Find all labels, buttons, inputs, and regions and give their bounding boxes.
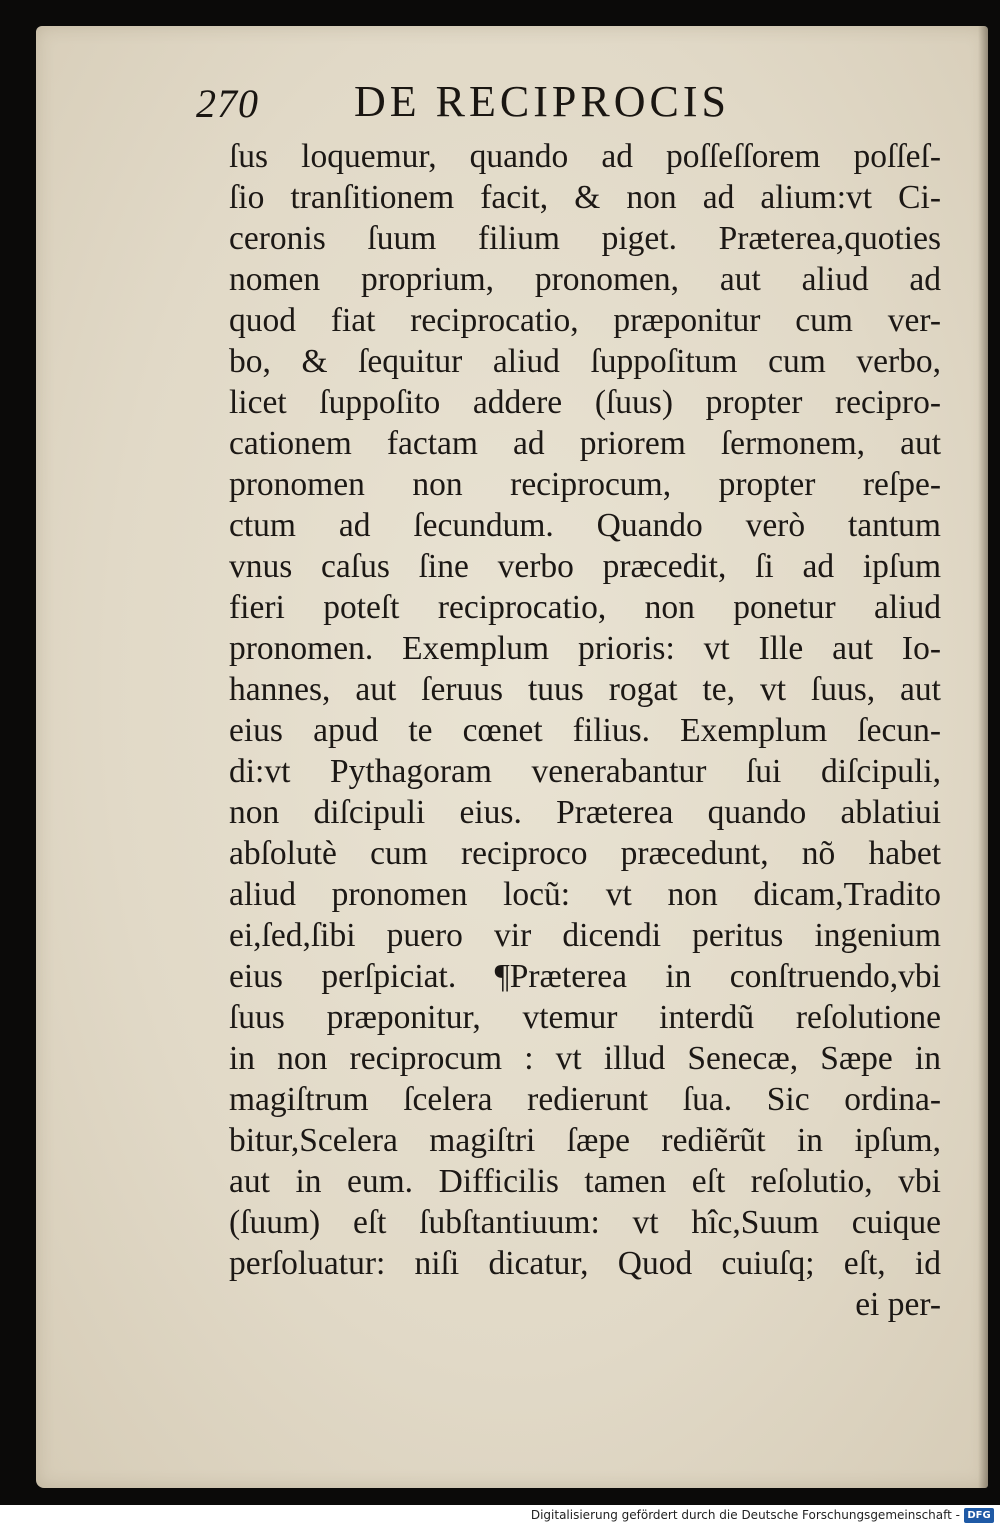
body-text bbox=[229, 136, 941, 1325]
text-line: ſuus præponitur, vtemur interdũ reſolutione bbox=[229, 999, 941, 1036]
text-line: (ſuum) eſt ſubſtantiuum: vt hîc,Suum cuique bbox=[229, 1204, 941, 1241]
dfg-logo: DFG bbox=[964, 1508, 994, 1523]
text-line: bitur,Scelera magiſtri ſæpe rediẽrũt in ipſum, bbox=[229, 1122, 941, 1159]
text-line: nomen proprium, pronomen, aut aliud ad bbox=[229, 261, 941, 298]
text-line: abſolutè cum reciproco præcedunt, nõ habet bbox=[229, 835, 941, 872]
text-line: perſoluatur: niſi dicatur, Quod cuiuſq; eſt, id bbox=[229, 1245, 941, 1282]
text-line: quod fiat reciprocatio, præponitur cum ver- bbox=[229, 302, 941, 339]
text-line: pronomen. Exemplum prioris: vt Ille aut Io- bbox=[229, 630, 941, 667]
page-edge-shadow bbox=[978, 26, 988, 1488]
page-number: 270 bbox=[196, 81, 259, 126]
text-line: non diſcipuli eius. Præterea quando ablatiui bbox=[229, 794, 941, 831]
text-line: hannes, aut ſeruus tuus rogat te, vt ſuus, aut bbox=[229, 671, 941, 708]
text-line: ceronis ſuum filium piget. Præterea,quoties bbox=[229, 220, 941, 257]
text-line: bo, & ſequitur aliud ſuppoſitum cum verbo, bbox=[229, 343, 941, 380]
text-line: di:vt Pythagoram venerabantur ſui diſcipuli, bbox=[229, 753, 941, 790]
text-line: aliud pronomen locũ: vt non dicam,Tradito bbox=[229, 876, 941, 913]
text-line: vnus caſus ſine verbo præcedit, ſi ad ipſum bbox=[229, 548, 941, 585]
running-title: DE RECIPROCIS bbox=[354, 77, 730, 126]
text-line: fieri poteſt reciprocatio, non ponetur aliud bbox=[229, 589, 941, 626]
running-head bbox=[196, 74, 936, 130]
text-line: in non reciprocum : vt illud Senecæ, Sæpe in bbox=[229, 1040, 941, 1077]
text-line: cationem factam ad priorem ſermonem, aut bbox=[229, 425, 941, 462]
text-line: ctum ad ſecundum. Quando verò tantum bbox=[229, 507, 941, 544]
text-line: eius perſpiciat. ¶Præterea in conſtruendo,vbi bbox=[229, 958, 941, 995]
text-line: ei per- bbox=[855, 1286, 941, 1323]
footer-bar bbox=[0, 1505, 1000, 1527]
funding-credit: Digitalisierung gefördert durch die Deutsche Forschungsgemeinschaft - bbox=[530, 1508, 960, 1522]
text-line: pronomen non reciprocum, propter reſpe- bbox=[229, 466, 941, 503]
text-line: ei,ſed,ſibi puero vir dicendi peritus ingenium bbox=[229, 917, 941, 954]
text-line: magiſtrum ſcelera redierunt ſua. Sic ordina- bbox=[229, 1081, 941, 1118]
text-line: aut in eum. Difficilis tamen eſt reſolutio, vbi bbox=[229, 1163, 941, 1200]
text-line: ſus loquemur, quando ad poſſeſſorem poſſeſ- bbox=[229, 138, 941, 175]
text-line: eius apud te cœnet filius. Exemplum ſecun- bbox=[229, 712, 941, 749]
text-line: ſio tranſitionem facit, & non ad alium:vt Ci- bbox=[229, 179, 941, 216]
text-line: licet ſuppoſito addere (ſuus) propter recipro- bbox=[229, 384, 941, 421]
